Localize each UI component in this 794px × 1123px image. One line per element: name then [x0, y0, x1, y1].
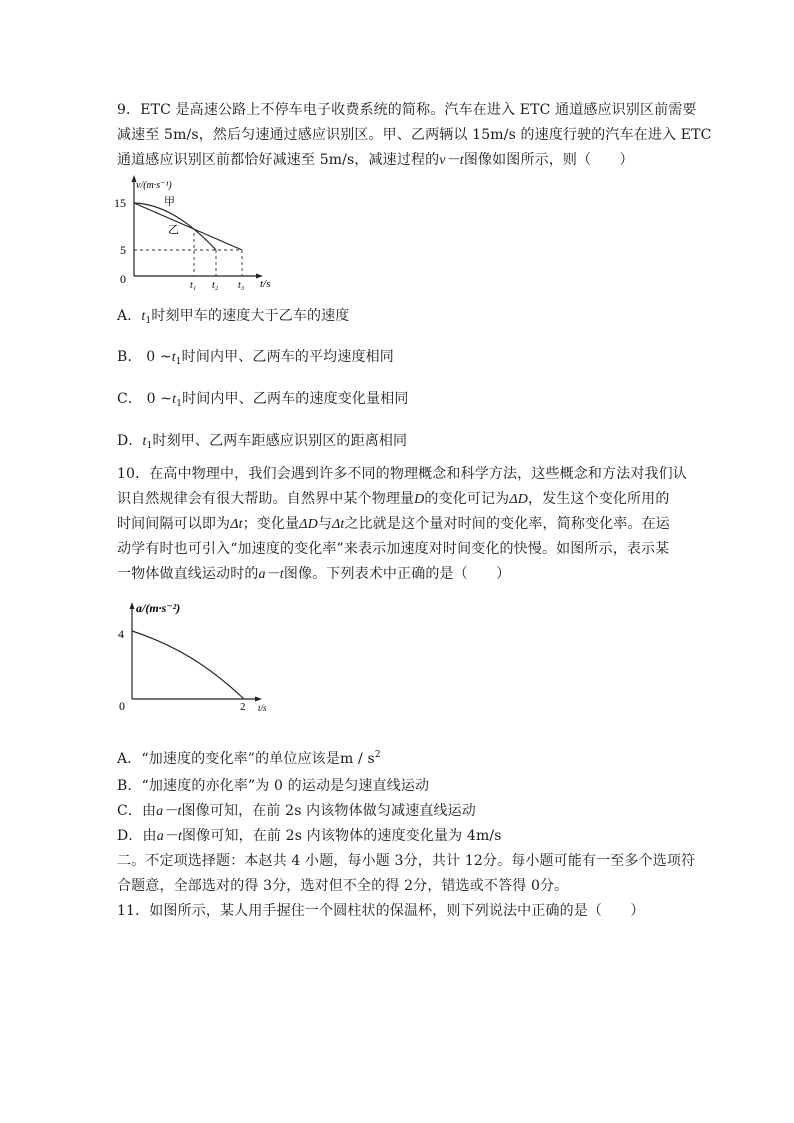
q9-option-a-text: 时刻甲车的速度大于乙车的速度: [151, 308, 350, 324]
q10-stem-line-3: [117, 515, 687, 534]
q9-option-b-sub: 1: [175, 357, 182, 367]
q10-y-axis-arrow: [130, 602, 135, 609]
q10-option-b: B．“加速度的亦化率”为 0 的运动是匀速直线运动: [117, 778, 430, 794]
q10-y-axis-label: a/(m·s⁻²): [136, 601, 181, 615]
q10-symbol-delta-t: Δt: [332, 517, 345, 532]
q10-option-a-text: A．“加速度的变化率”的单位应该是: [117, 751, 340, 767]
q10-stem-line-5: [117, 565, 687, 584]
q10-text: 识自然规律会有很大帮助。自然界中某个物理量: [117, 491, 415, 507]
q9-option-c-letter: C． 0 ~: [117, 391, 173, 407]
q9-option-b-text: 时间内甲、乙两车的平均速度相同: [181, 349, 394, 365]
q10-at-graph: [112, 598, 282, 718]
q9-option-c: [117, 390, 687, 413]
q9-stem-line-1: 9．ETC 是高速公路上不停车电子收费系统的简称。汽车在进入 ETC 通道感应识别区前需要: [117, 102, 697, 118]
q9-option-d-text: 时刻甲、乙两车距感应识别区的距离相同: [152, 433, 408, 449]
q9-ytick-5: 5: [120, 243, 126, 257]
q10-origin-label: 0: [119, 699, 125, 713]
q9-option-c-sub: 1: [176, 399, 183, 409]
q9-stem-line-3: [117, 151, 687, 170]
q10-symbol-delta-d: ΔD: [509, 492, 528, 507]
q10-text: 图像。下列表术中正确的是（ ）: [283, 566, 511, 582]
q10-x-axis-label: t/s: [258, 703, 267, 713]
q10-symbol-d: D: [414, 492, 425, 507]
q10-option-c-var: a－t: [156, 804, 182, 819]
q10-xtick-2: 2: [240, 701, 246, 713]
q9-y-axis-label: v/(m·s⁻¹): [136, 180, 172, 191]
q10-option-a-unit: m / s: [339, 751, 375, 767]
q9-stem-line-2: 减速至 5m/s，然后匀速通过感应识别区。甲、乙两辆以 15m/s 的速度行驶的汽车在进入 ETC: [117, 127, 712, 143]
q10-at-curve: [132, 631, 244, 699]
q10-option-c-letter: C．由: [117, 803, 157, 819]
q9-option-d-sub: 1: [146, 441, 153, 451]
section2-instructions-line-1: 二。不定项选择题：本赵共 4 小题，每小题 3分，共计 12分。每小题可能有一至多个选项符: [117, 853, 696, 869]
q9-x-axis-label: t/s: [260, 278, 271, 290]
q10-stem-line-1: 10．在高中物理中，我们会遇到许多不同的物理概念和科学方法，这些概念和方法对我们认: [117, 466, 687, 482]
q9-option-c-text: 时间内甲、乙两车的速度变化量相同: [182, 391, 409, 407]
q10-stem-line-2: [117, 490, 687, 509]
q9-xtick-t3: t₃: [238, 280, 245, 290]
q10-text: 之比就是这个量对时间的变化率，简称变化率。在运: [344, 516, 670, 532]
q9-stem-text-end: 图像如图所示，则（ ）: [463, 152, 634, 168]
q10-option-a-unit-sup: 2: [374, 750, 381, 760]
q10-stem-line-4: 动学有时也可引入“加速度的变化率”来表示加速度对时间变化的快慢。如图所示，表示某: [117, 541, 670, 557]
q9-vt-symbol: v－t: [439, 153, 464, 168]
q9-label-jia: 甲: [164, 196, 175, 208]
q9-curve-yi: [134, 203, 242, 250]
q10-option-a: [117, 746, 687, 768]
q10-x-axis-arrow: [255, 697, 262, 702]
q10-at-symbol: a－t: [258, 567, 284, 582]
q10-text: 时间间隔可以即为: [117, 516, 231, 532]
q9-option-a: [117, 307, 687, 330]
q9-stem-text: 通道感应识别区前都恰好减速至 5m/s，减速过程的: [117, 152, 440, 168]
q9-option-c-var: t: [172, 392, 177, 407]
q10-ytick-4: 4: [118, 627, 124, 641]
section2-instructions-line-2: 合题意，全部选对的得 3分，选对但不全的得 2分，错选或不答得 0分。: [117, 878, 569, 894]
q10-symbol-delta-t: Δt: [230, 517, 243, 532]
q10-symbol-delta-d: ΔD: [299, 517, 318, 532]
q10-option-d-text: 图像可知，在前 2s 内该物体的速度变化量为 4m/s: [182, 828, 502, 844]
q9-xtick-t1: t₁: [190, 280, 197, 290]
q11-stem: 11．如图所示，某人用手握住一个圆柱状的保温杯，则下列说法中正确的是（ ）: [117, 903, 645, 919]
q10-text: ；变化量: [242, 516, 300, 532]
q10-text: 一物体做直线运动时的: [117, 566, 259, 582]
q9-origin-label: 0: [120, 272, 126, 286]
q10-text: ，发生这个变化所用的: [527, 491, 670, 507]
q9-option-d-letter: D．: [117, 433, 143, 449]
q9-xtick-t2: t₂: [212, 280, 219, 290]
q9-option-b-var: t: [171, 350, 176, 365]
q9-ytick-15: 15: [114, 196, 126, 210]
q10-text: 的变化可记为: [424, 491, 510, 507]
q9-option-a-var: t: [141, 309, 146, 324]
q9-option-d: [117, 432, 687, 455]
q10-option-d-var: a－t: [156, 829, 183, 844]
q10-text: 与: [317, 516, 333, 532]
q10-option-c: [117, 802, 687, 821]
q9-option-b-letter: B． 0 ~: [117, 349, 172, 365]
q9-option-a-sub: 1: [145, 316, 152, 326]
q9-option-a-letter: A．: [117, 308, 142, 324]
q10-option-c-text: 图像可知，在前 2s 内该物体做匀减速直线运动: [181, 803, 476, 819]
q9-option-d-var: t: [142, 434, 147, 449]
q10-option-d: [117, 827, 687, 846]
q9-label-yi: 乙: [168, 224, 179, 236]
q9-vt-graph: [112, 172, 292, 290]
q10-option-d-letter: D．由: [117, 828, 157, 844]
q9-option-b: [117, 348, 687, 371]
